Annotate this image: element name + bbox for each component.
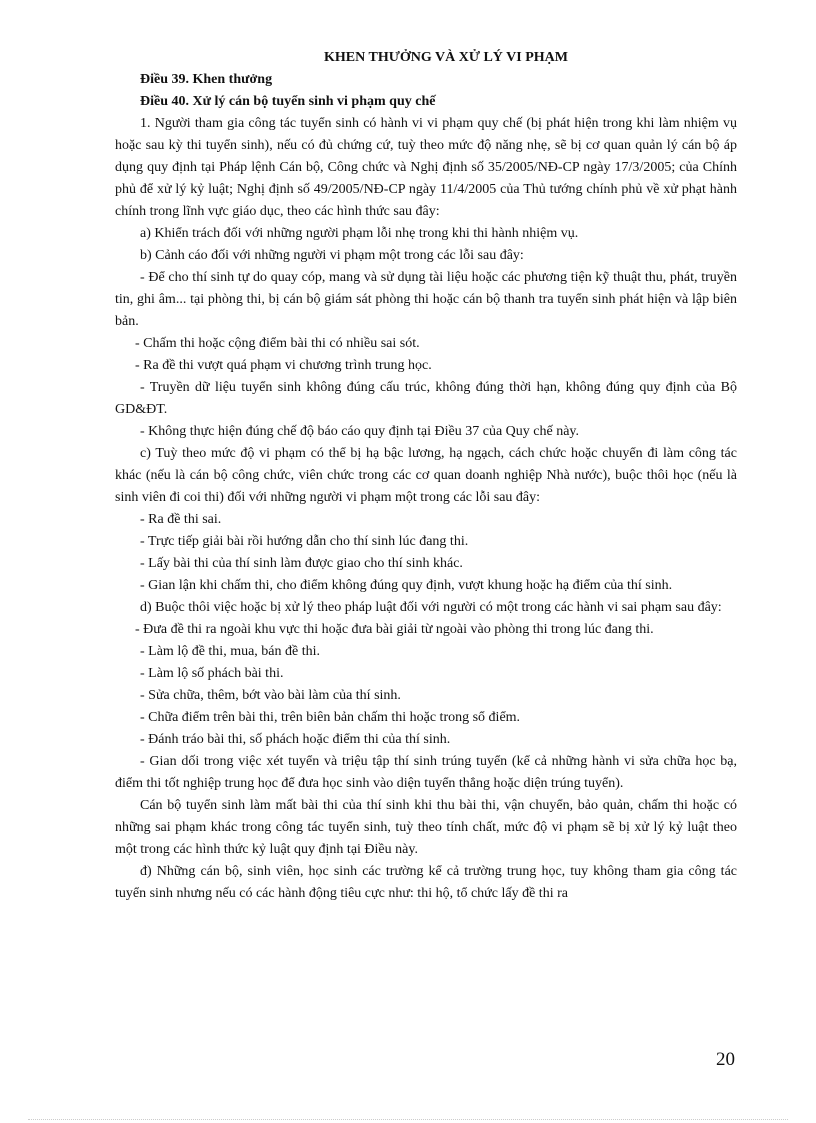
list-item: - Đưa đề thi ra ngoài khu vực thi hoặc đưa bài giải từ ngoài vào phòng thi trong lúc đang thi. — [135, 622, 654, 637]
paragraph-a: a) Khiển trách đối với những người phạm lỗi nhẹ trong khi thi hành nhiệm vụ. — [140, 226, 579, 241]
list-item: - Chữa điểm trên bài thi, trên biên bản chấm thi hoặc trong sổ điểm. — [140, 710, 521, 725]
list-item: - Gian dối trong việc xét tuyển và triệu tập thí sinh trúng tuyển (kể cả những hành vi sửa chữa học bạ, điểm thi tốt nghiệp trung học để đưa học sinh vào diện tuyển thẳng hoặc diện trúng tuyển). — [115, 754, 737, 791]
paragraph-d: d) Buộc thôi việc hoặc bị xử lý theo pháp luật đối với người có một trong các hành vi sai phạm sau đây: — [140, 600, 722, 615]
paragraph-1: 1. Người tham gia công tác tuyển sinh có hành vi vi phạm quy chế (bị phát hiện trong khi làm nhiệm vụ hoặc sau kỳ thi tuyển sinh), nếu có đủ chứng cứ, tuỳ theo mức độ năng nhẹ, sẽ bị cơ quan quản lý cán bộ áp dụng quy định tại Pháp lệnh Cán bộ, Công chức và Nghị định số 35/2005/NĐ-CP ngày 17/3/2005; của Chính phủ để xử lý kỷ luật; Nghị định số 49/2005/NĐ-CP ngày 11/4/2005 của Thủ tướng chính phủ về xử phạt hành chính trong lĩnh vực giáo dục, theo các hình thức sau đây: — [115, 116, 737, 219]
paragraph-c: c) Tuỳ theo mức độ vi phạm có thể bị hạ bậc lương, hạ ngạch, cách chức hoặc chuyển đi làm công tác khác (nếu là cán bộ công chức, viên chức trong các cơ quan doanh nghiệp Nhà nước), buộc thôi học (nếu là sinh viên đi coi thi) đối với những người vi phạm một trong các lỗi sau đây: — [115, 446, 737, 505]
list-item: - Làm lộ đề thi, mua, bán đề thi. — [140, 644, 321, 659]
list-item: - Lấy bài thi của thí sinh làm được giao cho thí sinh khác. — [140, 556, 463, 571]
article-39-title: Điều 39. Khen thưởng — [140, 72, 273, 87]
list-item: - Không thực hiện đúng chế độ báo cáo quy định tại Điều 37 của Quy chế này. — [140, 424, 580, 439]
list-item: - Chấm thi hoặc cộng điểm bài thi có nhiều sai sót. — [135, 336, 420, 351]
paragraph-b: b) Cảnh cáo đối với những người vi phạm một trong các lỗi sau đây: — [140, 248, 524, 263]
article-40-title: Điều 40. Xử lý cán bộ tuyển sinh vi phạm quy chế — [140, 94, 436, 109]
paragraph-loss: Cán bộ tuyển sinh làm mất bài thi của thí sinh khi thu bài thi, vận chuyển, bảo quản, chấm thi hoặc có những sai phạm khác trong công tác tuyển sinh, tuỳ theo tính chất, mức độ vi phạm sẽ bị xử lý kỷ luật theo một trong các hình thức kỷ luật quy định tại Điều này. — [115, 798, 737, 857]
page-bottom-divider — [28, 1119, 788, 1120]
page-number: 20 — [716, 1049, 735, 1070]
section-heading: KHEN THƯỞNG VÀ XỬ LÝ VI PHẠM — [324, 50, 568, 65]
list-item: - Gian lận khi chấm thi, cho điểm không đúng quy định, vượt khung hoặc hạ điểm của thí sinh. — [140, 578, 673, 593]
document-page — [115, 47, 737, 905]
list-item: - Truyền dữ liệu tuyển sinh không đúng cấu trúc, không đúng thời hạn, không đúng quy định của Bộ GD&ĐT. — [115, 380, 737, 417]
list-item: - Làm lộ số phách bài thi. — [140, 666, 284, 681]
paragraph-dd: đ) Những cán bộ, sinh viên, học sinh các trường kể cả trường trung học, tuy không tham gia công tác tuyển sinh nhưng nếu có các hành động tiêu cực như: thi hộ, tổ chức lấy đề thi ra — [115, 864, 737, 901]
list-item: - Trực tiếp giải bài rồi hướng dẫn cho thí sinh lúc đang thi. — [140, 534, 469, 549]
list-item: - Đánh tráo bài thi, số phách hoặc điểm thi của thí sinh. — [140, 732, 451, 747]
list-item: - Ra đề thi vượt quá phạm vi chương trình trung học. — [135, 358, 432, 373]
list-item: - Để cho thí sinh tự do quay cóp, mang và sử dụng tài liệu hoặc các phương tiện kỹ thuật thu, phát, truyền tin, ghi âm... tại phòng thi, bị cán bộ giám sát phòng thi hoặc cán bộ thanh tra tuyển sinh phát hiện và lập biên bản. — [115, 270, 737, 329]
list-item: - Ra đề thi sai. — [140, 512, 222, 527]
list-item: - Sửa chữa, thêm, bớt vào bài làm của thí sinh. — [140, 688, 401, 703]
